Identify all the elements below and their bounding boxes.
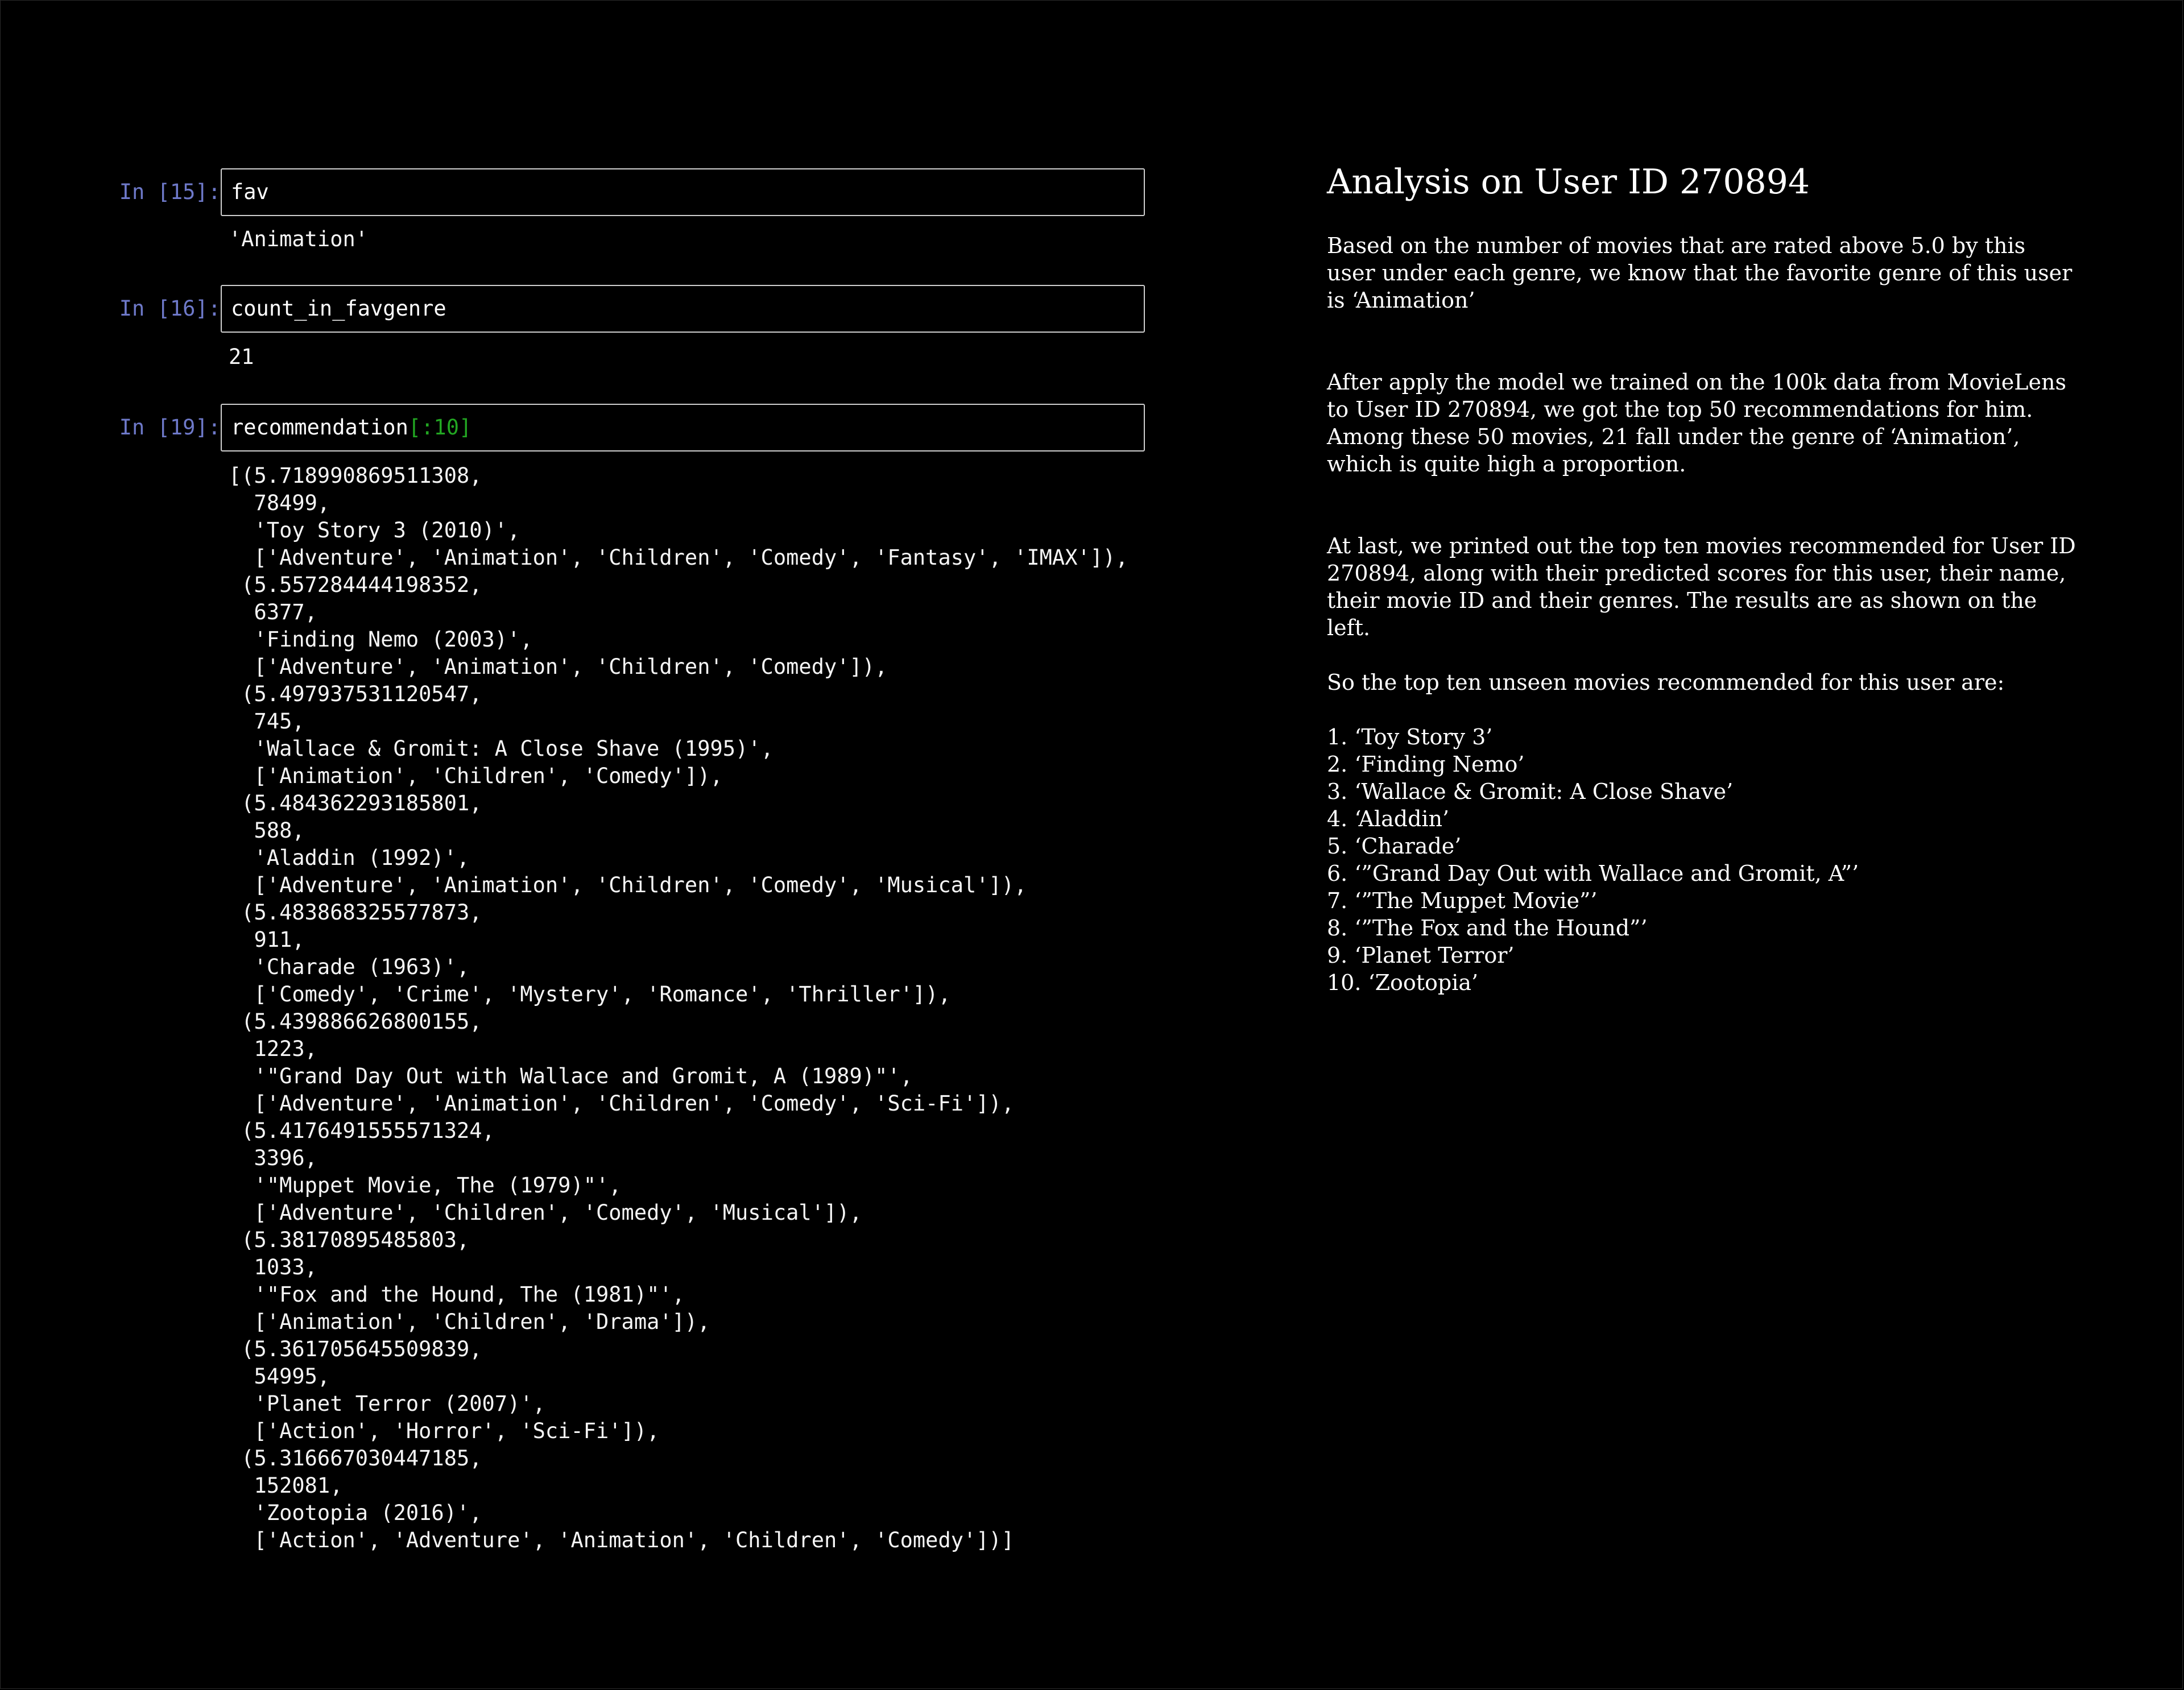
code-slice: :10 bbox=[421, 415, 459, 440]
code-text: count_in_favgenre bbox=[231, 296, 446, 321]
cell-output: [(5.718990869511308, 78499, 'Toy Story 3 (2010)', ['Adventure', 'Animation', 'Children', 'Comedy', 'Fantasy', 'IMAX']), (5.557284444198352, 6377, 'Finding Nemo (2003)', ['Adventure', 'Animation', 'Children', 'Comedy']), (5.497937531120547, 745, 'Wallace & Gromit: A Close Shave (1995)', ['Animation', 'Children', 'Comedy']), (5.484362293185801, 588, 'Aladdin (1992)', ['Adventure', 'Animation', 'Children', 'Comedy', 'Musical']), (5.483868325577873, 911, 'Charade (1963)', ['Comedy', 'Crime', 'Mystery', 'Romance', 'Thriller']), (5.439886626800155, 1223, '"Grand Day Out with Wallace and Gromit, A (1989)"', ['Adventure', 'Animation', 'Children', 'Comedy', 'Sci-Fi']), (5.4176491555571324, 3396, '"Muppet Movie, The (1979)"', ['Adventure', 'Children', 'Comedy', 'Musical']), (5.38170895485803, 1033, '"Fox and the Hound, The (1981)"', ['Animation', 'Children', 'Drama']), (5.361705645509839, 54995, 'Planet Terror (2007)', ['Action', 'Horror', 'Sci-Fi']), (5.316667030447185, 152081, 'Zootopia (2016)', ['Action', 'Adventure', 'Animation', 'Children', 'Comedy'])] bbox=[229, 463, 1128, 1552]
code-input-cell[interactable] bbox=[221, 168, 1145, 216]
list-item: 4. ‘Aladdin’ bbox=[1327, 806, 1450, 831]
analysis-paragraph: At last, we printed out the top ten movies recommended for User ID 270894, along with their predicted scores for this user, their name, their movie ID and their genres. The results are as shown on the left. bbox=[1327, 533, 2076, 640]
analysis-paragraph: So the top ten unseen movies recommended for this user are: bbox=[1327, 670, 2005, 695]
recommendation-list bbox=[1327, 723, 2078, 996]
code-bracket-close: ] bbox=[458, 415, 472, 440]
code-text: fav bbox=[231, 180, 269, 204]
list-item: 7. ‘”The Muppet Movie”’ bbox=[1327, 888, 1598, 913]
code-text: recommendation bbox=[231, 415, 408, 440]
analysis-paragraph: Based on the number of movies that are rated above 5.0 by this user under each genre, we know that the favorite genre of this user is ‘Animation’ bbox=[1327, 233, 2073, 313]
list-item: 2. ‘Finding Nemo’ bbox=[1327, 752, 1525, 777]
analysis-title: Analysis on User ID 270894 bbox=[1327, 162, 1810, 202]
list-item: 9. ‘Planet Terror’ bbox=[1327, 943, 1515, 968]
list-item: 3. ‘Wallace & Gromit: A Close Shave’ bbox=[1327, 779, 1734, 804]
code-bracket-open: [ bbox=[408, 415, 421, 440]
list-item: 1. ‘Toy Story 3’ bbox=[1327, 724, 1493, 749]
list-item: 5. ‘Charade’ bbox=[1327, 834, 1462, 859]
cell-prompt: In [15]: bbox=[119, 180, 221, 204]
analysis-paragraph: After apply the model we trained on the 100k data from MovieLens to User ID 270894, we got the top 50 recommendations for him. Among these 50 movies, 21 fall under the genre of ‘Animation’, which is quite high a proportion. bbox=[1327, 370, 2066, 477]
code-input-cell[interactable] bbox=[221, 285, 1145, 333]
code-input-cell[interactable] bbox=[221, 404, 1145, 452]
cell-prompt: In [19]: bbox=[119, 415, 221, 440]
list-item: 6. ‘”Grand Day Out with Wallace and Gromit, A”’ bbox=[1327, 861, 1859, 886]
cell-prompt: In [16]: bbox=[119, 296, 221, 321]
list-item: 8. ‘”The Fox and the Hound”’ bbox=[1327, 916, 1648, 941]
list-item: 10. ‘Zootopia’ bbox=[1327, 970, 1479, 995]
cell-output: 21 bbox=[229, 345, 254, 369]
analysis-panel bbox=[1327, 154, 2078, 996]
cell-output: 'Animation' bbox=[229, 227, 369, 251]
